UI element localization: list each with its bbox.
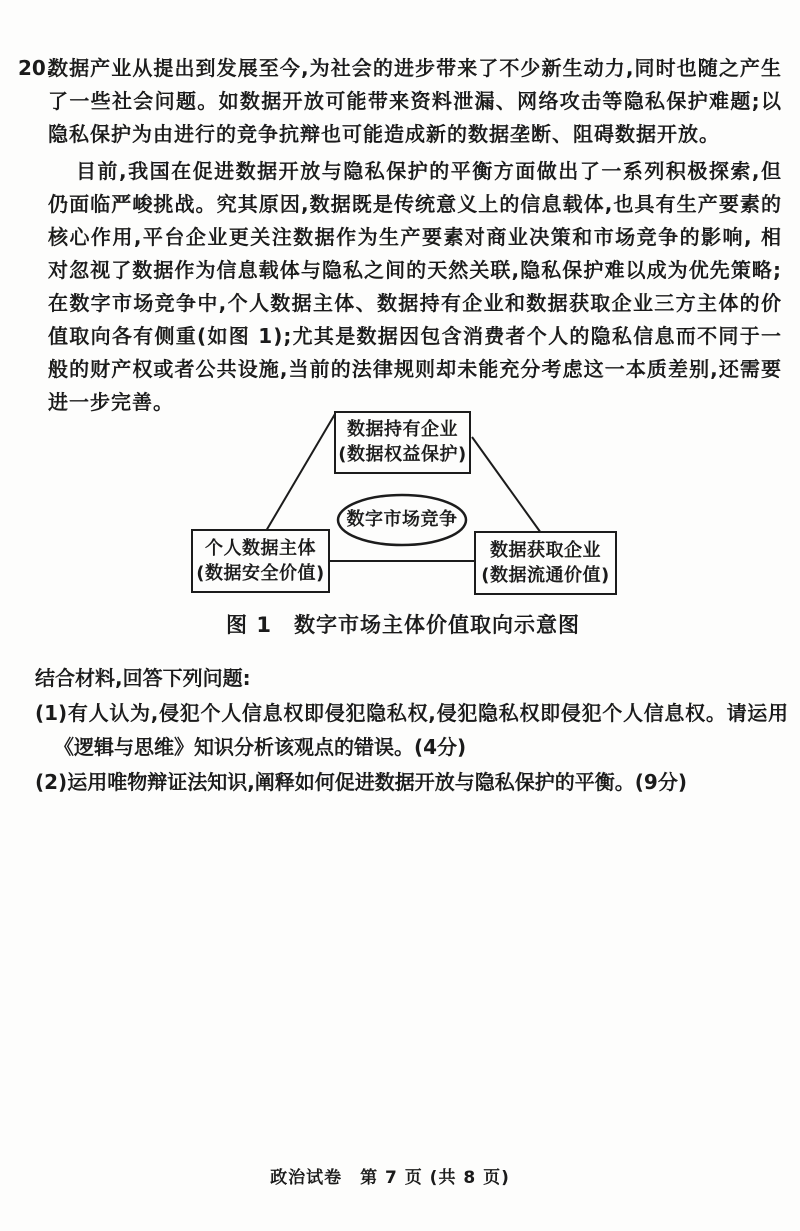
triangle-right-edge <box>472 437 541 533</box>
questions-intro: 结合材料,回答下列问题: <box>35 666 251 690</box>
node-data-acquiring-enterprise <box>474 531 617 595</box>
node-title: 数据持有企业 <box>347 419 458 440</box>
node-personal-data-subject <box>191 529 330 593</box>
page-footer: 政治试卷 第 7 页 (共 8 页) <box>270 1168 510 1188</box>
sub-questions <box>35 661 788 799</box>
question-number: 20. <box>18 56 54 80</box>
question-20-material <box>18 52 782 419</box>
competition-ellipse-label: 数字市场竞争 <box>346 509 458 530</box>
node-subtitle: (数据安全价值) <box>196 562 325 584</box>
material-paragraph-2: 目前,我国在促进数据开放与隐私保护的平衡方面做出了一系列积极探索,但仍面临严峻挑战。究其原因,数据既是传统意义上的信息载体,也具有生产要素的核心作用,平台企业更关注数据作为生产要素对商业决策和市场竞争的影响, 相对忽视了数据作为信息载体与隐私之间的天然关联,隐私保护难以成为优先策略;在数字市场竞争中,个人数据主体、数据持有企业和数据获取企业三方主体的价值取向各有侧重(如图 1);尤其是数据因包含消费者个人的隐私信息而不同于一般的财产权或者公共设施,当前的法律规则却未能充分考虑这一本质差别,还需要进一步完善。 <box>48 159 782 414</box>
node-subtitle: (数据权益保护) <box>338 444 467 465</box>
sub-question-2: (2)运用唯物辩证法知识,阐释如何促进数据开放与隐私保护的平衡。(9分) <box>35 770 687 794</box>
sub-question-1: (1)有人认为,侵犯个人信息权即侵犯隐私权,侵犯隐私权即侵犯个人信息权。请运用《逻辑与思维》知识分析该观点的错误。(4分) <box>35 701 788 759</box>
node-title: 个人数据主体 <box>205 537 316 559</box>
figure-1-caption: 图 1 数字市场主体价值取向示意图 <box>226 613 580 637</box>
node-subtitle: (数据流通价值) <box>481 564 610 586</box>
material-paragraph-1: 数据产业从提出到发展至今,为社会的进步带来了不少新生动力,同时也随之产生了一些社会问题。如数据开放可能带来资料泄漏、网络攻击等隐私保护难题;以隐私保护为由进行的竞争抗辩也可能造成新的数据垄断、阻碍数据开放。 <box>48 56 782 146</box>
node-data-holding-enterprise <box>334 411 471 474</box>
triangle-left-edge <box>266 414 335 531</box>
node-title: 数据获取企业 <box>490 539 601 561</box>
figure-1-diagram <box>0 400 800 650</box>
